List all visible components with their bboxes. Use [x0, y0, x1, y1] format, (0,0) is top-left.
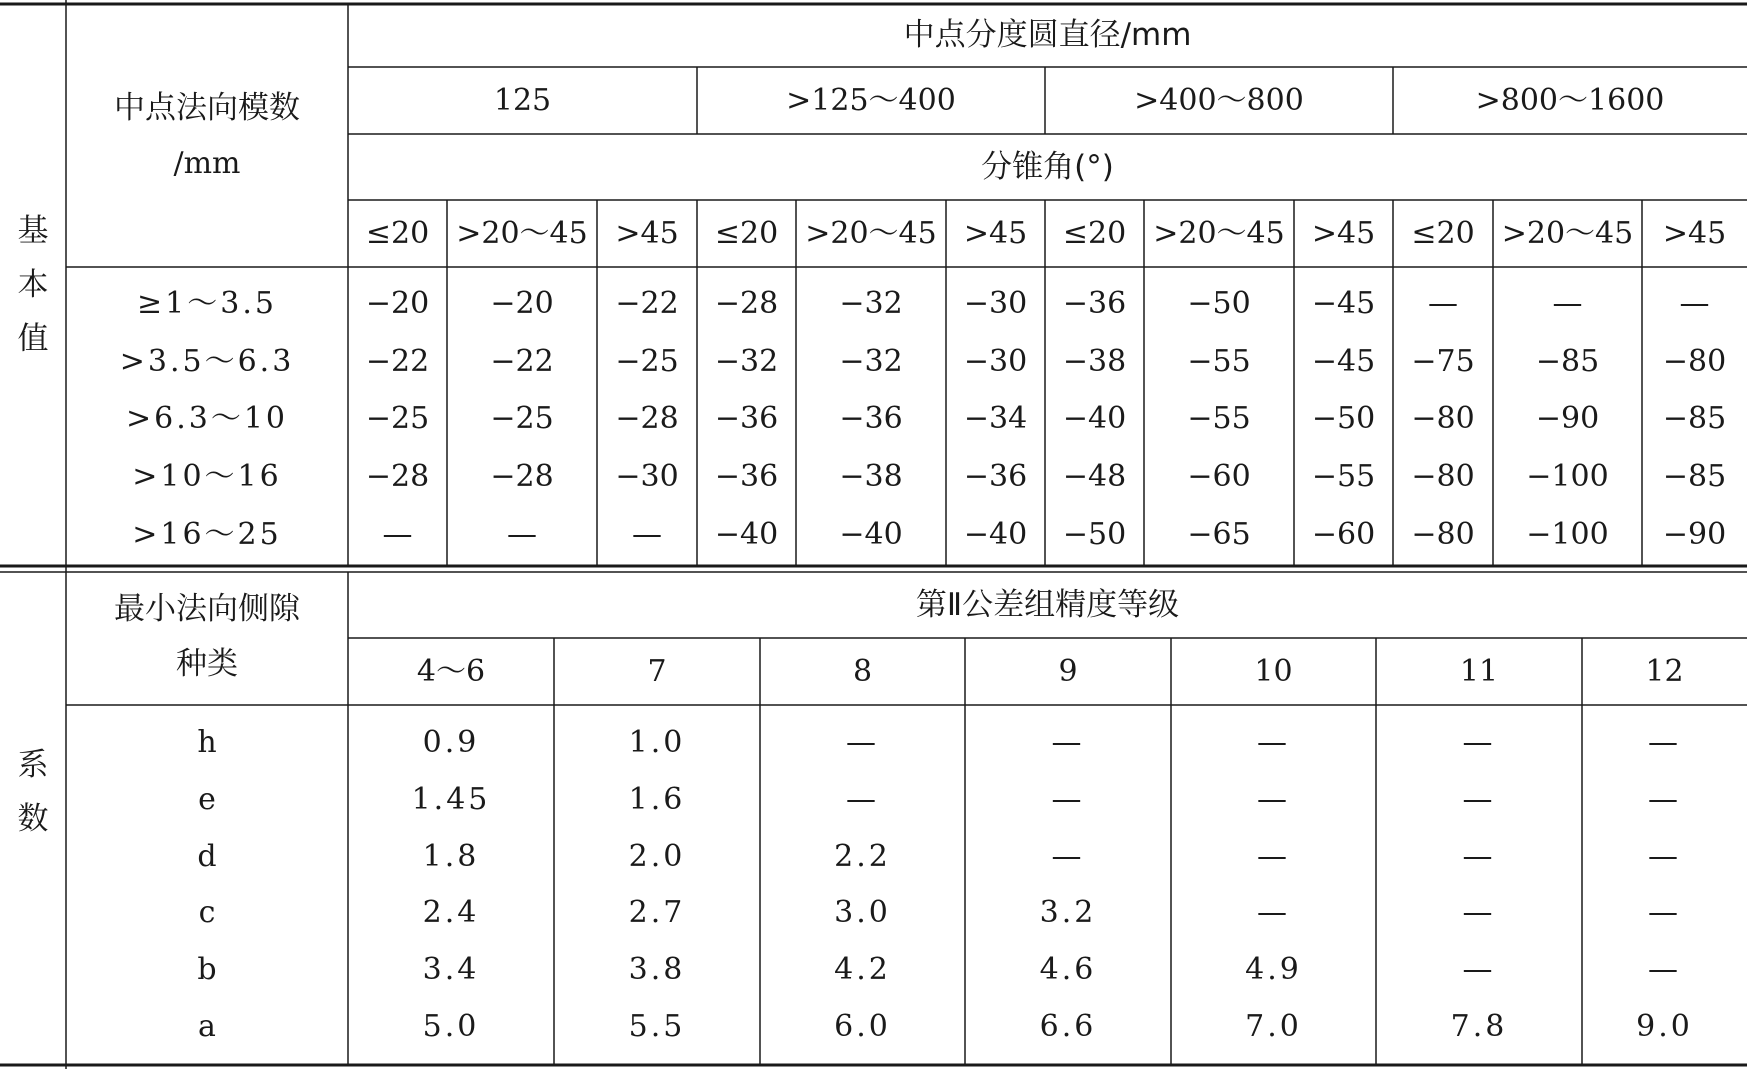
coefficient-cell: 5.0 — [422, 1008, 480, 1044]
coefficient-cell: 6.0 — [834, 1008, 891, 1044]
module-header-label: 中点法向模数 — [114, 89, 300, 126]
cone-angle-range-header: ≤20 — [365, 215, 430, 251]
basic-value-cell: −55 — [1187, 343, 1251, 379]
accuracy-grade-column-header: 7 — [647, 653, 667, 689]
cone-angle-range-header: >45 — [963, 215, 1028, 251]
module-range-label: >10～16 — [132, 459, 282, 495]
basic-value-cell: −25 — [615, 343, 679, 379]
coefficient-cell: — — [846, 725, 879, 761]
basic-value-cell: −32 — [839, 285, 903, 321]
accuracy-grade-column-header: 12 — [1645, 653, 1684, 689]
basic-value-cell: −38 — [1062, 343, 1127, 379]
basic-value-side-label-char: 值 — [17, 321, 49, 358]
cone-angle-header: 分锥角(°) — [981, 148, 1114, 185]
accuracy-grade-column-header: 11 — [1459, 653, 1499, 689]
backlash-kind-label: c — [198, 895, 216, 931]
basic-value-cell: −55 — [1187, 401, 1251, 437]
basic-value-cell: −25 — [365, 401, 430, 437]
basic-value-side-label-char: 基 — [17, 212, 49, 249]
coefficient-cell: 2.7 — [628, 895, 686, 931]
cone-angle-range-header: >20～45 — [805, 215, 937, 251]
diameter-range-header: >400～800 — [1134, 82, 1304, 118]
basic-value-cell: −50 — [1062, 517, 1127, 553]
basic-value-cell: −45 — [1311, 343, 1376, 379]
coefficient-cell: 2.0 — [628, 838, 686, 874]
coefficient-cell: 1.45 — [411, 781, 491, 817]
accuracy-grade-column-header: 8 — [852, 653, 873, 689]
basic-value-cell: −30 — [963, 343, 1028, 379]
basic-value-cell: −85 — [1535, 343, 1600, 379]
basic-value-cell: −32 — [714, 343, 779, 379]
coefficient-cell: — — [1462, 895, 1496, 931]
basic-value-cell: −28 — [615, 401, 679, 437]
coefficient-cell: — — [1648, 781, 1681, 817]
basic-value-cell: −80 — [1411, 459, 1475, 495]
coefficient-cell: — — [1648, 895, 1681, 931]
coefficient-cell: — — [1051, 838, 1085, 874]
coefficient-side-label-char: 系 — [17, 746, 49, 783]
basic-value-cell: −48 — [1062, 459, 1127, 495]
module-range-label: ≥1～3.5 — [137, 285, 277, 321]
basic-value-cell: −28 — [365, 459, 430, 495]
diameter-range-header: 125 — [493, 82, 552, 118]
coefficient-cell: — — [846, 781, 879, 817]
coefficient-cell: — — [1648, 951, 1681, 987]
coefficient-cell: — — [1462, 781, 1496, 817]
basic-value-cell: — — [1679, 285, 1710, 321]
basic-value-cell: −80 — [1411, 517, 1475, 553]
diameter-range-header: >125～400 — [786, 82, 956, 118]
basic-value-cell: −85 — [1662, 459, 1727, 495]
basic-value-cell: −40 — [963, 517, 1028, 553]
coefficient-side-label-char: 数 — [17, 801, 49, 837]
backlash-kind-label: a — [198, 1008, 216, 1044]
module-header-unit: /mm — [173, 146, 241, 181]
basic-value-cell: — — [507, 517, 537, 553]
coefficient-cell: 4.2 — [834, 951, 891, 987]
coefficient-cell: — — [1648, 725, 1681, 761]
basic-value-cell: −85 — [1662, 401, 1727, 437]
cone-angle-range-header: ≤20 — [1411, 215, 1475, 251]
coefficient-cell: 3.8 — [628, 951, 686, 987]
basic-value-cell: −55 — [1311, 459, 1376, 495]
module-range-label: >16～25 — [132, 517, 282, 553]
basic-value-cell: −25 — [490, 401, 554, 437]
basic-value-cell: −34 — [963, 401, 1028, 437]
coefficient-cell: — — [1051, 725, 1085, 761]
basic-value-cell: −50 — [1311, 401, 1376, 437]
basic-value-cell: — — [1552, 285, 1583, 321]
cone-angle-range-header: >45 — [1662, 215, 1727, 251]
basic-value-cell: −38 — [839, 459, 903, 495]
coefficient-cell: 1.6 — [628, 781, 686, 817]
coefficient-cell: — — [1462, 951, 1496, 987]
basic-value-cell: −40 — [839, 517, 903, 553]
coefficient-cell: — — [1648, 838, 1681, 874]
basic-value-cell: −100 — [1526, 517, 1609, 553]
coefficient-cell: 7.0 — [1245, 1008, 1302, 1044]
coefficient-cell: 1.0 — [628, 725, 686, 761]
basic-value-cell: −32 — [839, 343, 903, 379]
coefficient-cell: 0.9 — [422, 725, 480, 761]
module-range-label: >3.5～6.3 — [119, 343, 295, 379]
cone-angle-range-header: ≤20 — [714, 215, 779, 251]
coefficient-cell: — — [1257, 838, 1290, 874]
cone-angle-range-header: >45 — [615, 215, 679, 251]
basic-value-cell: −36 — [714, 459, 779, 495]
basic-value-cell: −80 — [1411, 401, 1475, 437]
coefficient-cell: 3.2 — [1039, 895, 1097, 931]
basic-value-cell: −30 — [615, 459, 679, 495]
basic-value-side-label-char: 本 — [17, 266, 49, 303]
coefficient-cell: — — [1051, 781, 1085, 817]
basic-value-cell: −22 — [365, 343, 430, 379]
coefficient-cell: 9.0 — [1636, 1008, 1693, 1044]
coefficient-cell: — — [1257, 725, 1290, 761]
basic-value-cell: −75 — [1411, 343, 1475, 379]
basic-value-cell: −45 — [1311, 285, 1376, 321]
basic-value-cell: −20 — [490, 285, 554, 321]
basic-value-cell: −22 — [490, 343, 554, 379]
basic-value-cell: −28 — [490, 459, 554, 495]
coefficient-cell: 6.6 — [1039, 1008, 1097, 1044]
basic-value-cell: −36 — [839, 401, 903, 437]
basic-value-cell: −40 — [1062, 401, 1127, 437]
basic-value-side-label — [0, 4, 66, 566]
basic-value-cell: −22 — [615, 285, 679, 321]
accuracy-grade-column-header: 9 — [1058, 653, 1078, 689]
basic-value-cell: −80 — [1662, 343, 1727, 379]
accuracy-grade-column-header: 4～6 — [416, 653, 486, 689]
backlash-kind-header-label: 种类 — [176, 645, 238, 682]
basic-value-cell: −20 — [365, 285, 430, 321]
basic-value-cell: −28 — [714, 285, 779, 321]
coefficient-cell: 5.5 — [628, 1008, 686, 1044]
backlash-kind-label: b — [197, 951, 217, 987]
cone-angle-range-header: >20～45 — [456, 215, 588, 251]
accuracy-grade-column-header: 10 — [1254, 653, 1293, 689]
basic-value-cell: −30 — [963, 285, 1028, 321]
coefficient-cell: 3.0 — [834, 895, 891, 931]
coefficient-cell: 1.8 — [422, 838, 480, 874]
backlash-kind-label: e — [198, 781, 216, 817]
backlash-kind-header-label: 最小法向侧隙 — [114, 590, 300, 627]
basic-value-cell: −90 — [1535, 401, 1600, 437]
basic-value-cell: — — [1428, 285, 1458, 321]
basic-value-cell: −36 — [963, 459, 1028, 495]
diameter-range-header: >800～1600 — [1475, 82, 1665, 118]
coefficient-side-label — [0, 702, 66, 882]
basic-value-cell: −60 — [1311, 517, 1376, 553]
coefficient-cell: — — [1257, 895, 1290, 931]
backlash-kind-label: d — [197, 838, 217, 874]
basic-value-cell: — — [382, 517, 413, 553]
cone-angle-range-header: >45 — [1311, 215, 1376, 251]
coefficient-cell: 2.2 — [834, 838, 891, 874]
coefficient-cell: 4.9 — [1245, 951, 1302, 987]
basic-value-cell: −90 — [1662, 517, 1727, 553]
coefficient-cell: — — [1462, 838, 1496, 874]
basic-value-cell: −65 — [1187, 517, 1251, 553]
coefficient-cell: — — [1257, 781, 1290, 817]
basic-value-cell: −100 — [1526, 459, 1609, 495]
accuracy-grade-header: 第Ⅱ公差组精度等级 — [915, 586, 1180, 623]
cone-angle-range-header: >20～45 — [1501, 215, 1634, 251]
coefficient-cell: 3.4 — [422, 951, 480, 987]
cone-angle-range-header: ≤20 — [1062, 215, 1127, 251]
basic-value-cell: −60 — [1187, 459, 1251, 495]
module-range-label: >6.3～10 — [125, 401, 289, 437]
diameter-header: 中点分度圆直径/mm — [903, 17, 1192, 53]
basic-value-cell: −36 — [1062, 285, 1127, 321]
coefficient-cell: — — [1462, 725, 1496, 761]
coefficient-cell: 2.4 — [422, 895, 480, 931]
coefficient-cell: 7.8 — [1450, 1008, 1508, 1044]
basic-value-cell: −40 — [714, 517, 779, 553]
backlash-kind-label: h — [197, 725, 217, 761]
cone-angle-range-header: >20～45 — [1153, 215, 1285, 251]
basic-value-cell: −36 — [714, 401, 779, 437]
basic-value-cell: — — [632, 517, 662, 553]
basic-value-cell: −50 — [1187, 285, 1251, 321]
coefficient-cell: 4.6 — [1039, 951, 1097, 987]
